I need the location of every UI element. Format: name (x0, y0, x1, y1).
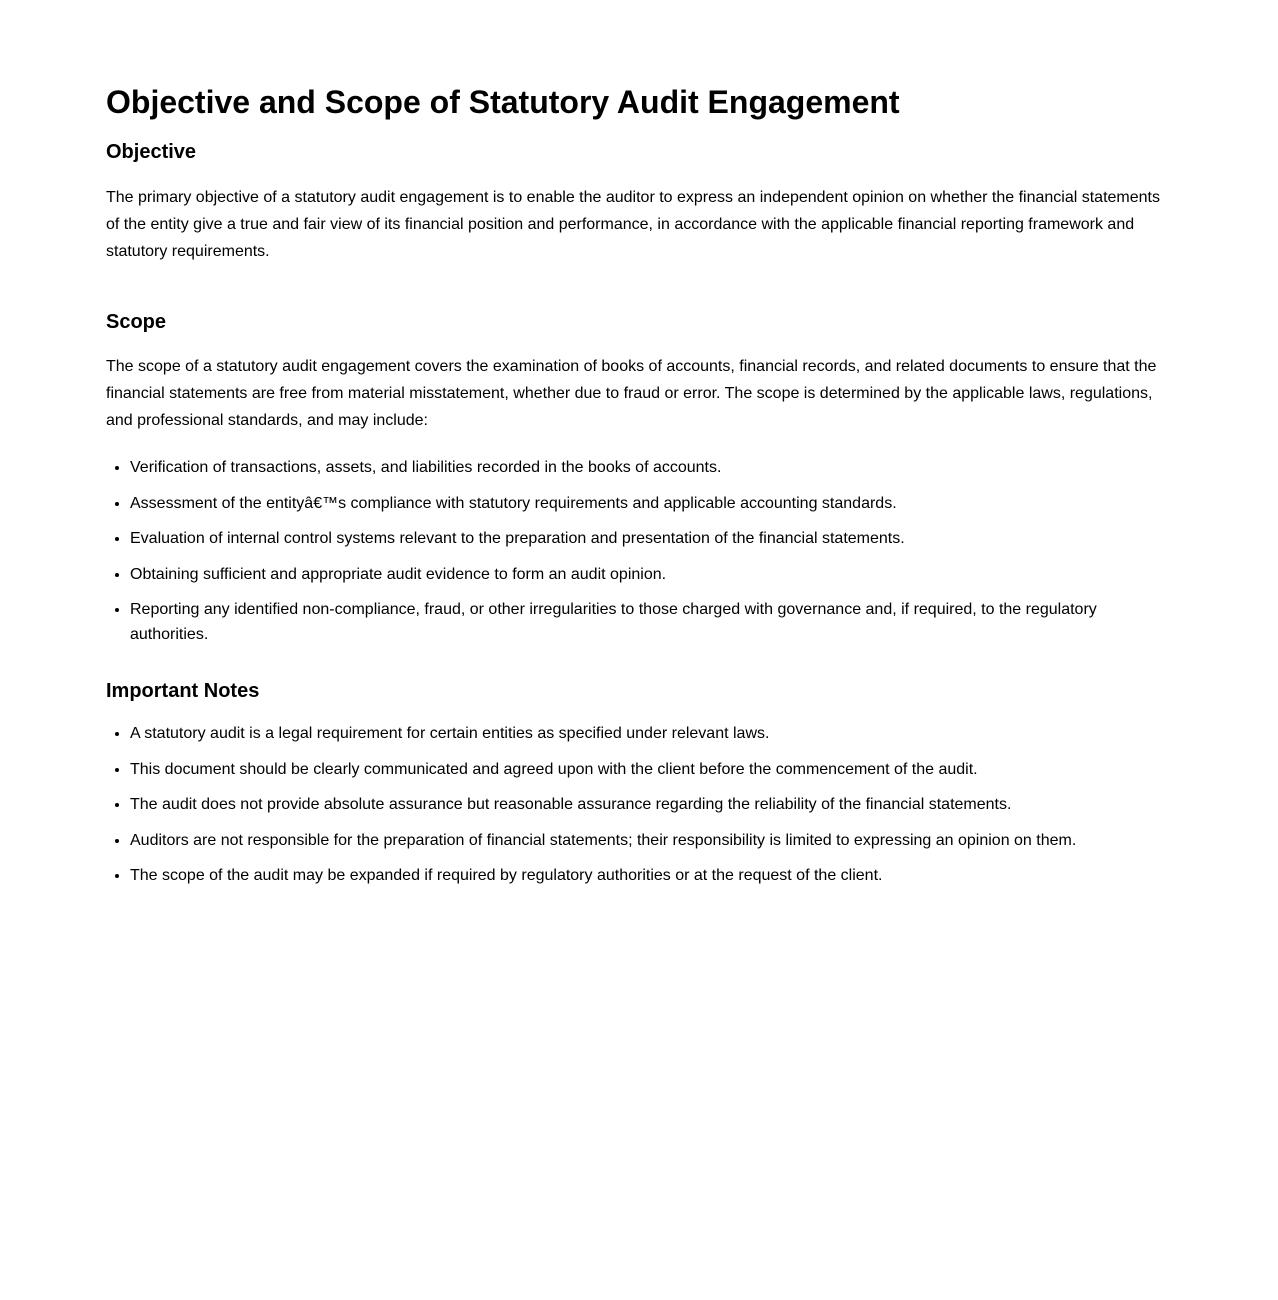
scope-paragraph: The scope of a statutory audit engagement covers the examination of books of accounts, financial records, and related documents to ensure that the financial statements are free from material misstatement, whether due to fraud or error. The scope is determined by the applicable laws, regulations, and professional standards, and may include: (106, 358, 1157, 429)
objective-heading: Objective (106, 141, 197, 163)
notes-list-item: • This document should be clearly communicated and agreed upon with the client before the commencement of the audit. (130, 757, 1172, 782)
notes-list-item: • The audit does not provide absolute assurance but reasonable assurance regarding the reliability of the financial statements. (130, 792, 1172, 817)
scope-list (106, 455, 1172, 647)
notes-list-item: • Auditors are not responsible for the preparation of financial statements; their responsibility is limited to expressing an opinion on them. (130, 828, 1172, 853)
objective-paragraph: The primary objective of a statutory audit engagement is to enable the auditor to express an independent opinion on whether the financial statements of the entity give a true and fair view of its financial position and performance, in accordance with the applicable financial reporting framework and statutory requirements. (106, 189, 1160, 260)
scope-list-item: • Evaluation of internal control systems relevant to the preparation and presentation of the financial statements. (130, 526, 1172, 551)
notes-heading: Important Notes (106, 680, 260, 702)
notes-list-item: • The scope of the audit may be expanded if required by regulatory authorities or at the request of the client. (130, 863, 1172, 888)
page-title: Objective and Scope of Statutory Audit Engagement (106, 84, 900, 120)
scope-list-item: • Assessment of the entityâ€™s compliance with statutory requirements and applicable accounting standards. (130, 491, 1172, 516)
scope-list-item: • Verification of transactions, assets, and liabilities recorded in the books of accounts. (130, 455, 1172, 480)
notes-list-item: • A statutory audit is a legal requirement for certain entities as specified under relevant laws. (130, 721, 1172, 746)
scope-list-item: • Obtaining sufficient and appropriate audit evidence to form an audit opinion. (130, 562, 1172, 587)
scope-heading: Scope (106, 311, 167, 333)
notes-list (106, 721, 1172, 888)
scope-list-item: • Reporting any identified non-compliance, fraud, or other irregularities to those charged with governance and, if required, to the regulatory authorities. (130, 597, 1172, 647)
